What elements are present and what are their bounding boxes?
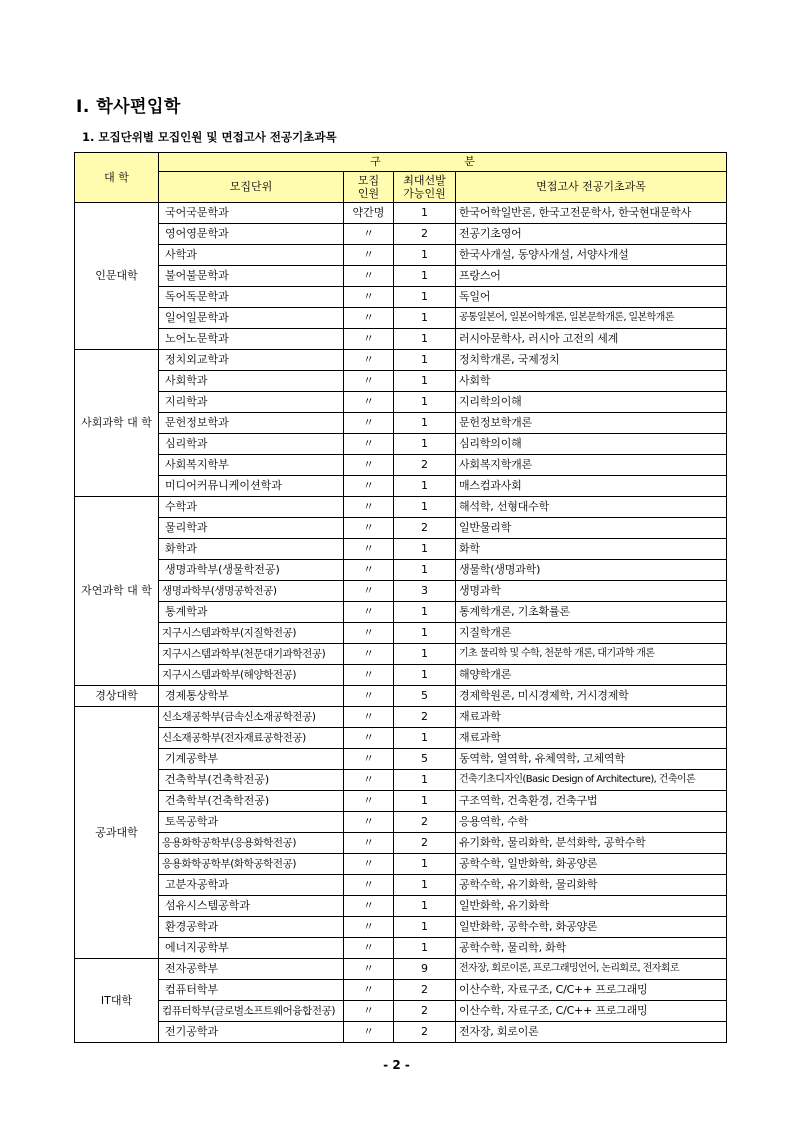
unit-cell: 응용화학공학부(화학공학전공) — [159, 854, 344, 875]
unit-cell: 건축학부(건축학전공) — [159, 770, 344, 791]
table-row — [75, 203, 727, 224]
subjects-cell: 경제학원론, 미시경제학, 거시경제학 — [456, 686, 727, 707]
table-row — [75, 644, 727, 665]
table-row — [75, 812, 727, 833]
max-cell: 1 — [394, 308, 456, 329]
unit-cell: 국어국문학과 — [159, 203, 344, 224]
quota-cell: 〃 — [344, 245, 394, 266]
max-cell: 1 — [394, 791, 456, 812]
max-cell: 1 — [394, 371, 456, 392]
quota-cell: 〃 — [344, 308, 394, 329]
table-row — [75, 581, 727, 602]
quota-cell: 〃 — [344, 770, 394, 791]
header-unit: 모집단위 — [159, 172, 344, 203]
unit-cell: 수학과 — [159, 497, 344, 518]
subjects-cell: 정치학개론, 국제정치 — [456, 350, 727, 371]
subjects-cell: 한국사개설, 동양사개설, 서양사개설 — [456, 245, 727, 266]
unit-cell: 물리학과 — [159, 518, 344, 539]
quota-cell: 〃 — [344, 476, 394, 497]
subjects-cell: 화학 — [456, 539, 727, 560]
quota-cell: 〃 — [344, 518, 394, 539]
unit-cell: 영어영문학과 — [159, 224, 344, 245]
subjects-cell: 독일어 — [456, 287, 727, 308]
unit-cell: 신소재공학부(전자재료공학전공) — [159, 728, 344, 749]
quota-cell: 〃 — [344, 791, 394, 812]
subjects-cell: 일반화학, 공학수학, 화공양론 — [456, 917, 727, 938]
subjects-cell: 건축기초디자인(Basic Design of Architecture), 건축이론 — [456, 770, 727, 791]
max-cell: 1 — [394, 665, 456, 686]
table-row — [75, 959, 727, 980]
quota-cell: 〃 — [344, 455, 394, 476]
table-row — [75, 980, 727, 1001]
subjects-cell: 전자장, 회로이론 — [456, 1022, 727, 1043]
subjects-cell: 동역학, 열역학, 유체역학, 고체역학 — [456, 749, 727, 770]
unit-cell: 기계공학부 — [159, 749, 344, 770]
unit-cell: 토목공학과 — [159, 812, 344, 833]
quota-cell: 〃 — [344, 980, 394, 1001]
table-row — [75, 434, 727, 455]
unit-cell: 신소재공학부(금속신소재공학전공) — [159, 707, 344, 728]
table-row — [75, 665, 727, 686]
quota-cell: 〃 — [344, 749, 394, 770]
quota-cell: 〃 — [344, 392, 394, 413]
section-title: 1. 모집단위별 모집인원 및 면접고사 전공기초과목 — [82, 130, 337, 144]
subjects-cell: 전자장, 회로이론, 프로그래밍언어, 논리회로, 전자회로 — [456, 959, 727, 980]
quota-cell: 〃 — [344, 917, 394, 938]
unit-cell: 컴퓨터학부(글로벌소프트웨어융합전공) — [159, 1001, 344, 1022]
quota-cell: 〃 — [344, 959, 394, 980]
header-quota — [344, 172, 394, 203]
unit-cell: 생명과학부(생물학전공) — [159, 560, 344, 581]
max-cell: 1 — [394, 938, 456, 959]
quota-cell: 〃 — [344, 371, 394, 392]
unit-cell: 전자공학부 — [159, 959, 344, 980]
subjects-cell: 공통일본어, 일본어학개론, 일본문학개론, 일본학개론 — [456, 308, 727, 329]
header-group: 구 분 — [159, 153, 727, 172]
college-cell: 경상대학 — [75, 686, 159, 707]
unit-cell: 지구시스템과학부(지질학전공) — [159, 623, 344, 644]
subjects-cell: 공학수학, 유기화학, 물리화학 — [456, 875, 727, 896]
quota-cell: 〃 — [344, 896, 394, 917]
table-row — [75, 875, 727, 896]
college-cell: 자연과학 대 학 — [75, 497, 159, 686]
unit-cell: 정치외교학과 — [159, 350, 344, 371]
quota-cell: 약간명 — [344, 203, 394, 224]
table-row — [75, 560, 727, 581]
subjects-cell: 통계학개론, 기초확률론 — [456, 602, 727, 623]
max-cell: 2 — [394, 812, 456, 833]
table-row — [75, 728, 727, 749]
college-cell: 공과대학 — [75, 707, 159, 959]
quota-cell: 〃 — [344, 560, 394, 581]
table-row — [75, 329, 727, 350]
unit-cell: 생명과학부(생명공학전공) — [159, 581, 344, 602]
subjects-cell: 심리학의이해 — [456, 434, 727, 455]
unit-cell: 일어일문학과 — [159, 308, 344, 329]
table-row — [75, 455, 727, 476]
unit-cell: 노어노문학과 — [159, 329, 344, 350]
college-cell: IT대학 — [75, 959, 159, 1043]
max-cell: 2 — [394, 833, 456, 854]
quota-cell: 〃 — [344, 581, 394, 602]
subjects-cell: 공학수학, 물리학, 화학 — [456, 938, 727, 959]
header-max-text: 최대선발 가능인원 — [403, 174, 446, 200]
subjects-cell: 한국어학일반론, 한국고전문학사, 한국현대문학사 — [456, 203, 727, 224]
college-cell: 인문대학 — [75, 203, 159, 350]
unit-cell: 건축학부(건축학전공) — [159, 791, 344, 812]
subjects-cell: 지리학의이해 — [456, 392, 727, 413]
max-cell: 1 — [394, 917, 456, 938]
max-cell: 1 — [394, 602, 456, 623]
quota-cell: 〃 — [344, 1001, 394, 1022]
subjects-cell: 이산수학, 자료구조, C/C++ 프로그래밍 — [456, 1001, 727, 1022]
subjects-cell: 공학수학, 일반화학, 화공양론 — [456, 854, 727, 875]
table-row — [75, 245, 727, 266]
max-cell: 1 — [394, 392, 456, 413]
header-quota-text: 모집 인원 — [357, 174, 380, 200]
quota-cell: 〃 — [344, 497, 394, 518]
table-row — [75, 917, 727, 938]
quota-cell: 〃 — [344, 812, 394, 833]
table-row — [75, 1022, 727, 1043]
page-number: - 2 - — [383, 1058, 410, 1072]
max-cell: 1 — [394, 203, 456, 224]
table-body — [75, 203, 727, 1043]
subjects-cell: 사회복지학개론 — [456, 455, 727, 476]
table-row — [75, 707, 727, 728]
table-row — [75, 623, 727, 644]
max-cell: 1 — [394, 497, 456, 518]
max-cell: 2 — [394, 707, 456, 728]
unit-cell: 사회학과 — [159, 371, 344, 392]
subjects-cell: 재료과학 — [456, 728, 727, 749]
quota-cell: 〃 — [344, 875, 394, 896]
subjects-cell: 해석학, 선형대수학 — [456, 497, 727, 518]
unit-cell: 지구시스템과학부(해양학전공) — [159, 665, 344, 686]
table-row — [75, 749, 727, 770]
max-cell: 2 — [394, 980, 456, 1001]
quota-cell: 〃 — [344, 665, 394, 686]
unit-cell: 화학과 — [159, 539, 344, 560]
subjects-cell: 전공기초영어 — [456, 224, 727, 245]
quota-cell: 〃 — [344, 833, 394, 854]
max-cell: 9 — [394, 959, 456, 980]
table-row — [75, 350, 727, 371]
max-cell: 1 — [394, 539, 456, 560]
quota-cell: 〃 — [344, 266, 394, 287]
unit-cell: 에너지공학부 — [159, 938, 344, 959]
table-row — [75, 686, 727, 707]
subjects-cell: 구조역학, 건축환경, 건축구법 — [456, 791, 727, 812]
table-row — [75, 854, 727, 875]
table-row — [75, 392, 727, 413]
subjects-cell: 이산수학, 자료구조, C/C++ 프로그래밍 — [456, 980, 727, 1001]
subjects-cell: 사회학 — [456, 371, 727, 392]
unit-cell: 경제통상학부 — [159, 686, 344, 707]
table-row — [75, 224, 727, 245]
quota-cell: 〃 — [344, 434, 394, 455]
quota-cell: 〃 — [344, 1022, 394, 1043]
max-cell: 2 — [394, 1001, 456, 1022]
unit-cell: 고분자공학과 — [159, 875, 344, 896]
max-cell: 1 — [394, 476, 456, 497]
table-row — [75, 539, 727, 560]
subjects-cell: 유기화학, 물리화학, 분석화학, 공학수학 — [456, 833, 727, 854]
subjects-cell: 러시아문학사, 러시아 고전의 세계 — [456, 329, 727, 350]
unit-cell: 전기공학과 — [159, 1022, 344, 1043]
max-cell: 2 — [394, 1022, 456, 1043]
max-cell: 1 — [394, 266, 456, 287]
quota-cell: 〃 — [344, 413, 394, 434]
subjects-cell: 응용역학, 수학 — [456, 812, 727, 833]
max-cell: 5 — [394, 686, 456, 707]
subjects-cell: 프랑스어 — [456, 266, 727, 287]
subjects-cell: 지질학개론 — [456, 623, 727, 644]
quota-cell: 〃 — [344, 602, 394, 623]
table-row — [75, 287, 727, 308]
max-cell: 1 — [394, 350, 456, 371]
table-row — [75, 602, 727, 623]
quota-cell: 〃 — [344, 623, 394, 644]
max-cell: 1 — [394, 287, 456, 308]
table-row — [75, 308, 727, 329]
table-row — [75, 476, 727, 497]
quota-cell: 〃 — [344, 539, 394, 560]
subjects-cell: 재료과학 — [456, 707, 727, 728]
quota-cell: 〃 — [344, 287, 394, 308]
quota-cell: 〃 — [344, 644, 394, 665]
college-cell: 사회과학 대 학 — [75, 350, 159, 497]
table-row — [75, 371, 727, 392]
quota-cell: 〃 — [344, 686, 394, 707]
quota-cell: 〃 — [344, 329, 394, 350]
unit-cell: 통계학과 — [159, 602, 344, 623]
max-cell: 1 — [394, 413, 456, 434]
page-title: Ⅰ. 학사편입학 — [76, 97, 181, 117]
quota-cell: 〃 — [344, 707, 394, 728]
table-row — [75, 413, 727, 434]
unit-cell: 문헌정보학과 — [159, 413, 344, 434]
table-row — [75, 266, 727, 287]
subjects-cell: 생물학(생명과학) — [456, 560, 727, 581]
unit-cell: 미디어커뮤니케이션학과 — [159, 476, 344, 497]
table-row — [75, 791, 727, 812]
quota-cell: 〃 — [344, 224, 394, 245]
subjects-cell: 일반물리학 — [456, 518, 727, 539]
table-row — [75, 770, 727, 791]
table-row — [75, 1001, 727, 1022]
unit-cell: 불어불문학과 — [159, 266, 344, 287]
table-row — [75, 938, 727, 959]
recruitment-table — [74, 152, 727, 1043]
subjects-cell: 해양학개론 — [456, 665, 727, 686]
max-cell: 1 — [394, 329, 456, 350]
subjects-cell: 기초 물리학 및 수학, 천문학 개론, 대기과학 개론 — [456, 644, 727, 665]
max-cell: 1 — [394, 434, 456, 455]
table-row — [75, 833, 727, 854]
unit-cell: 심리학과 — [159, 434, 344, 455]
max-cell: 2 — [394, 518, 456, 539]
unit-cell: 사학과 — [159, 245, 344, 266]
max-cell: 1 — [394, 623, 456, 644]
max-cell: 1 — [394, 644, 456, 665]
quota-cell: 〃 — [344, 728, 394, 749]
unit-cell: 독어독문학과 — [159, 287, 344, 308]
quota-cell: 〃 — [344, 350, 394, 371]
subjects-cell: 매스컴과사회 — [456, 476, 727, 497]
header-max — [394, 172, 456, 203]
table-row — [75, 497, 727, 518]
quota-cell: 〃 — [344, 938, 394, 959]
max-cell: 1 — [394, 770, 456, 791]
unit-cell: 지리학과 — [159, 392, 344, 413]
unit-cell: 환경공학과 — [159, 917, 344, 938]
max-cell: 3 — [394, 581, 456, 602]
header-subjects: 면접고사 전공기초과목 — [456, 172, 727, 203]
max-cell: 1 — [394, 896, 456, 917]
quota-cell: 〃 — [344, 854, 394, 875]
max-cell: 1 — [394, 560, 456, 581]
table-row — [75, 896, 727, 917]
max-cell: 1 — [394, 875, 456, 896]
subjects-cell: 문헌정보학개론 — [456, 413, 727, 434]
subjects-cell: 생명과학 — [456, 581, 727, 602]
unit-cell: 응용화학공학부(응용화학전공) — [159, 833, 344, 854]
unit-cell: 사회복지학부 — [159, 455, 344, 476]
max-cell: 1 — [394, 245, 456, 266]
header-college: 대 학 — [75, 153, 159, 203]
subjects-cell: 일반화학, 유기화학 — [456, 896, 727, 917]
max-cell: 2 — [394, 455, 456, 476]
max-cell: 2 — [394, 224, 456, 245]
unit-cell: 지구시스템과학부(천문대기과학전공) — [159, 644, 344, 665]
max-cell: 1 — [394, 854, 456, 875]
unit-cell: 컴퓨터학부 — [159, 980, 344, 1001]
max-cell: 5 — [394, 749, 456, 770]
max-cell: 1 — [394, 728, 456, 749]
unit-cell: 섬유시스템공학과 — [159, 896, 344, 917]
table-row — [75, 518, 727, 539]
